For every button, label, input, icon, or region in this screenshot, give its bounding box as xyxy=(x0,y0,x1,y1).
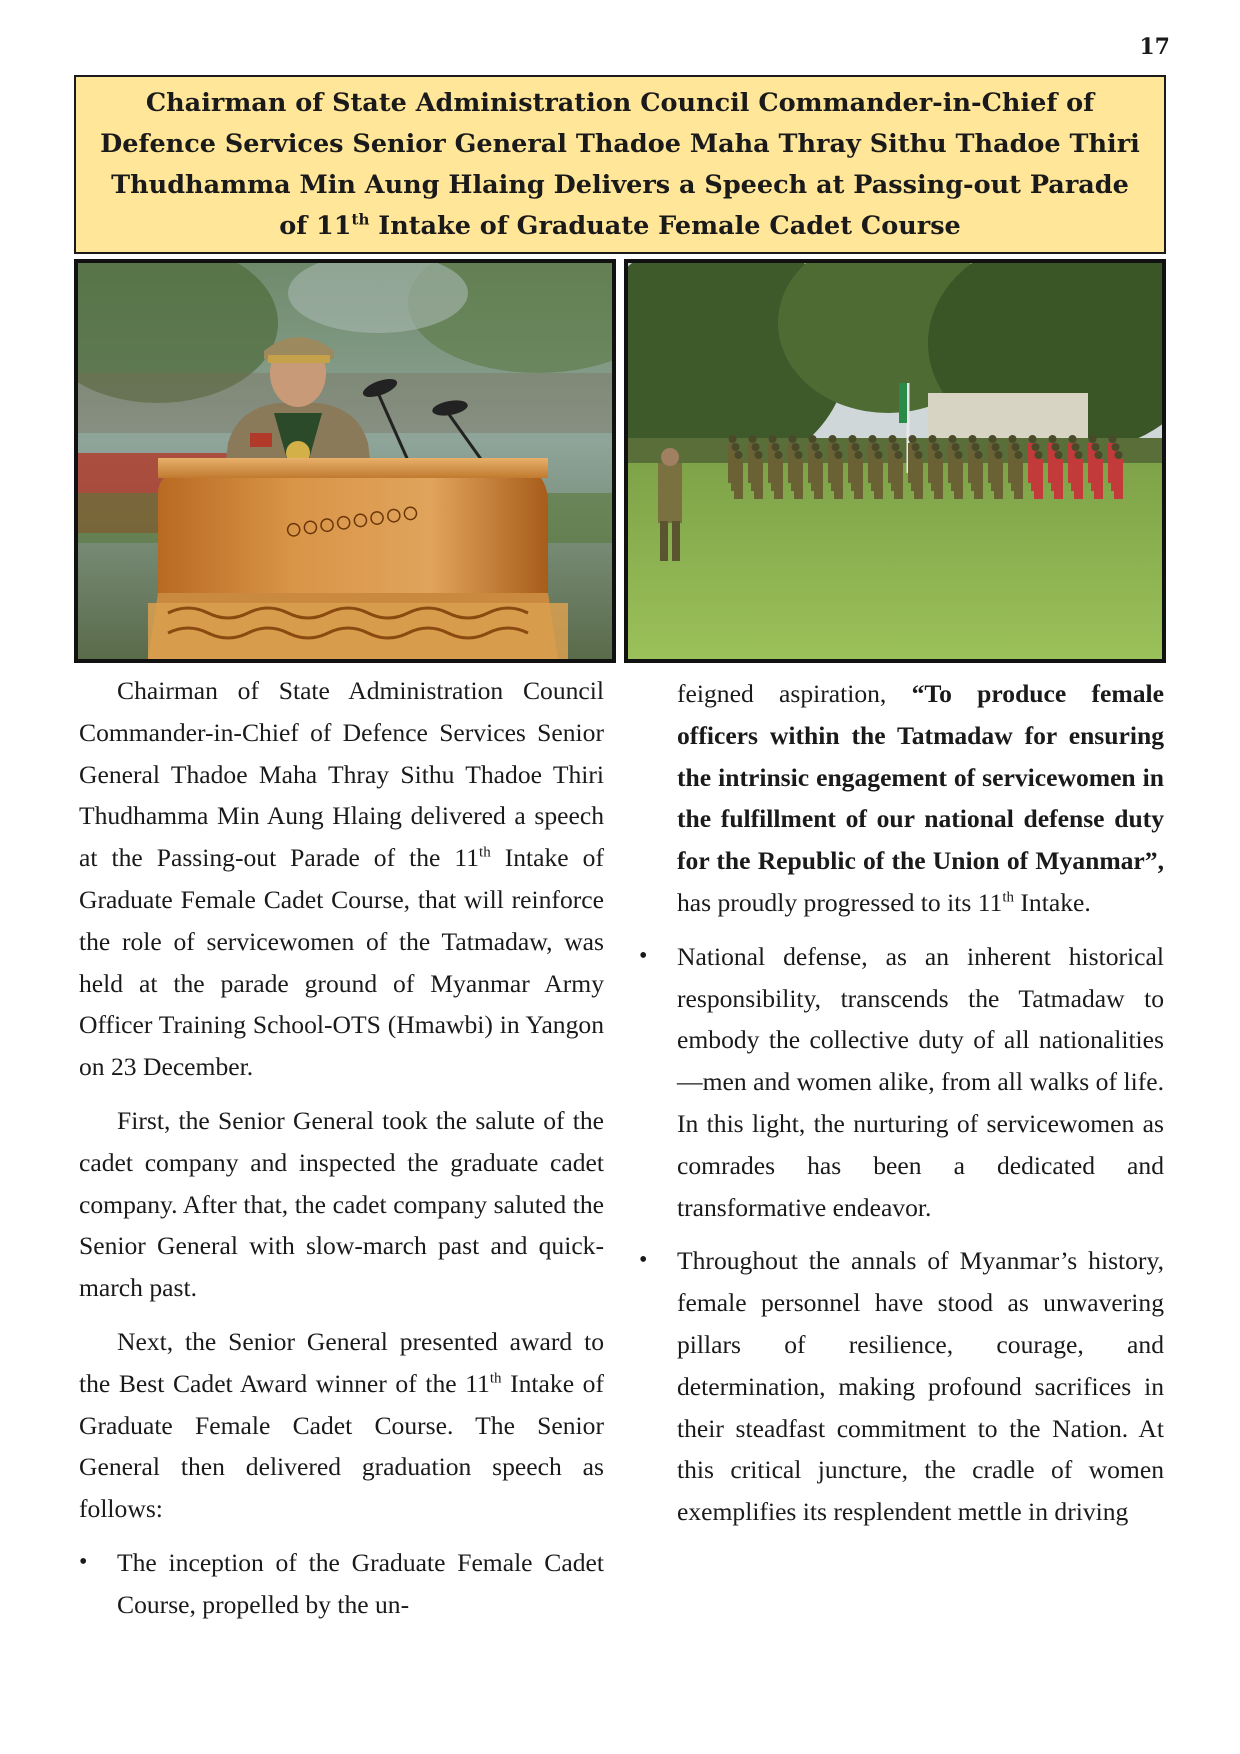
bullet-list-left xyxy=(79,1542,604,1626)
para1-text-a: Chairman of State Administration Council Commander-in-Chief of Defence Services Senior General Thadoe Maha Thray Sithu Thadoe Thiri Thudhamma Min Aung Hlaing delivered a speech at the Passing-out Parade of the 11 xyxy=(79,676,604,873)
left-column xyxy=(79,670,604,1638)
bullet-item-1-continued xyxy=(639,673,1164,924)
headline-part2: Intake of Graduate Female Cadet Course xyxy=(369,210,961,241)
cont-text-b: has proudly progressed to its 11 xyxy=(677,887,1003,917)
cont-sup: th xyxy=(1002,889,1015,906)
article-paragraph-2: First, the Senior General took the salute of the cadet company and inspected the graduate cadet company. After that, the cadet company saluted the Senior General with slow-march past and quick-march past. xyxy=(79,1105,604,1303)
bullet-list-right xyxy=(639,673,1164,1533)
article-paragraph-1 xyxy=(79,670,604,1088)
parade-ground-photo xyxy=(624,259,1166,663)
right-column xyxy=(639,673,1164,1545)
parade-photo-illustration xyxy=(628,263,1162,659)
cont-quote-bold: “To produce female officers within the Tatmadaw for ensuring the intrinsic engagement of servicewomen in the fulfillment of our national defense duty for the Republic of the Union of Myanmar”, xyxy=(677,679,1164,876)
svg-text:ဝဝဝဝဝဝဝဝ: ဝဝဝဝဝဝဝဝ xyxy=(282,491,421,546)
headline xyxy=(98,83,1142,247)
page-number: 17 xyxy=(1139,34,1170,60)
speaker-photo-illustration xyxy=(78,263,612,659)
article-paragraph-3 xyxy=(79,1321,604,1530)
headline-box xyxy=(74,75,1166,254)
para3-text-b: Intake of Graduate Female Cadet Course. The Senior General then delivered graduation speech as follows: xyxy=(79,1368,604,1524)
para3-text-a: Next, the Senior General presented award to the Best Cadet Award winner of the 11 xyxy=(79,1326,604,1398)
para1-text-b: Intake of Graduate Female Cadet Course, that will reinforce the role of servicewomen of the Tatmadaw, was held at the parade ground of Myanmar Army Officer Training School-OTS (Hmawbi) in Yangon on 23 December. xyxy=(79,843,604,1082)
para1-sup: th xyxy=(479,844,491,861)
bullet-item-3: • Throughout the annals of Myanmar’s history, female personnel have stood as unwavering pillars of resilience, courage, and determination, making profound sacrifices in their steadfast commitment to the Nation. At this critical juncture, the cradle of women exemplifies its resplendent mettle in driving xyxy=(639,1240,1164,1533)
cont-text-a: feigned aspiration, xyxy=(677,679,912,708)
bullet-item-1: • The inception of the Graduate Female Cadet Course, propelled by the un- xyxy=(79,1542,604,1626)
cont-text-c: Intake. xyxy=(1014,887,1091,917)
speaker-at-podium-photo xyxy=(74,259,616,663)
headline-sup: th xyxy=(351,210,370,228)
headline-part1: Chairman of State Administration Council Commander-in-Chief of Defence Services Senior General Thadoe Maha Thray Sithu Thadoe Thiri Thudhamma Min Aung Hlaing Delivers a Speech at Passing-out Parade of 11 xyxy=(100,87,1140,241)
bullet-item-2: • National defense, as an inherent historical responsibility, transcends the Tatmadaw to embody the collective duty of all nationalities—men and women alike, from all walks of life. In this light, the nurturing of servicewomen as comrades has been a dedicated and transformative endeavor. xyxy=(639,936,1164,1229)
para3-sup: th xyxy=(489,1370,502,1387)
